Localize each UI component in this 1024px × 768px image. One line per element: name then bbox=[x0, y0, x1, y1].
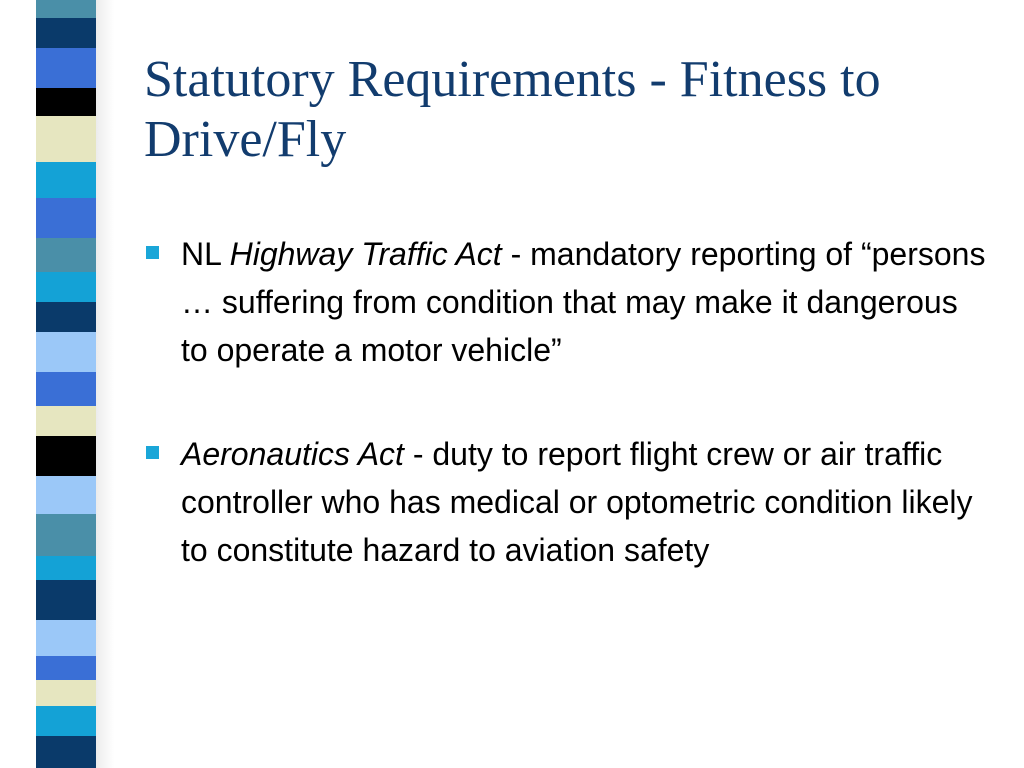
stripe-block bbox=[36, 332, 96, 372]
stripe-block bbox=[36, 556, 96, 580]
stripe-block bbox=[36, 580, 96, 620]
stripe-block bbox=[36, 238, 96, 272]
stripe-block bbox=[36, 680, 96, 706]
act-name: Aeronautics Act bbox=[181, 436, 404, 472]
stripe-block bbox=[36, 0, 96, 18]
square-bullet-icon bbox=[146, 246, 159, 259]
stripe-block bbox=[36, 198, 96, 238]
stripe-block bbox=[36, 656, 96, 680]
stripe-block bbox=[36, 162, 96, 198]
stripe-block bbox=[36, 18, 96, 48]
bullet-item bbox=[144, 430, 989, 574]
stripe-block bbox=[36, 406, 96, 436]
stripe-block bbox=[36, 372, 96, 406]
bullet-text: - duty to report flight crew or air traffic controller who has medical or optometric condition likely to constitute hazard to aviation safety bbox=[181, 436, 973, 568]
bullet-item bbox=[144, 230, 989, 374]
stripe-block bbox=[36, 88, 96, 116]
stripe-block bbox=[36, 272, 96, 302]
stripe-block bbox=[36, 116, 96, 162]
bullet-text: - mandatory reporting of “persons … suffering from condition that may make it dangerous to operate a motor vehicle” bbox=[181, 236, 986, 368]
stripe-block bbox=[36, 476, 96, 514]
decorative-stripe bbox=[36, 0, 96, 768]
square-bullet-icon bbox=[146, 446, 159, 459]
stripe-block bbox=[36, 302, 96, 332]
stripe-block bbox=[36, 436, 96, 476]
stripe-block bbox=[36, 706, 96, 736]
stripe-block bbox=[36, 620, 96, 656]
slide-title: Statutory Requirements - Fitness to Drive/Fly bbox=[144, 51, 881, 168]
bullet-list bbox=[144, 230, 989, 574]
stripe-block bbox=[36, 48, 96, 88]
stripe-block bbox=[36, 736, 96, 768]
bullet-prefix: NL bbox=[181, 236, 230, 272]
stripe-block bbox=[36, 514, 96, 556]
act-name: Highway Traffic Act bbox=[229, 236, 502, 272]
